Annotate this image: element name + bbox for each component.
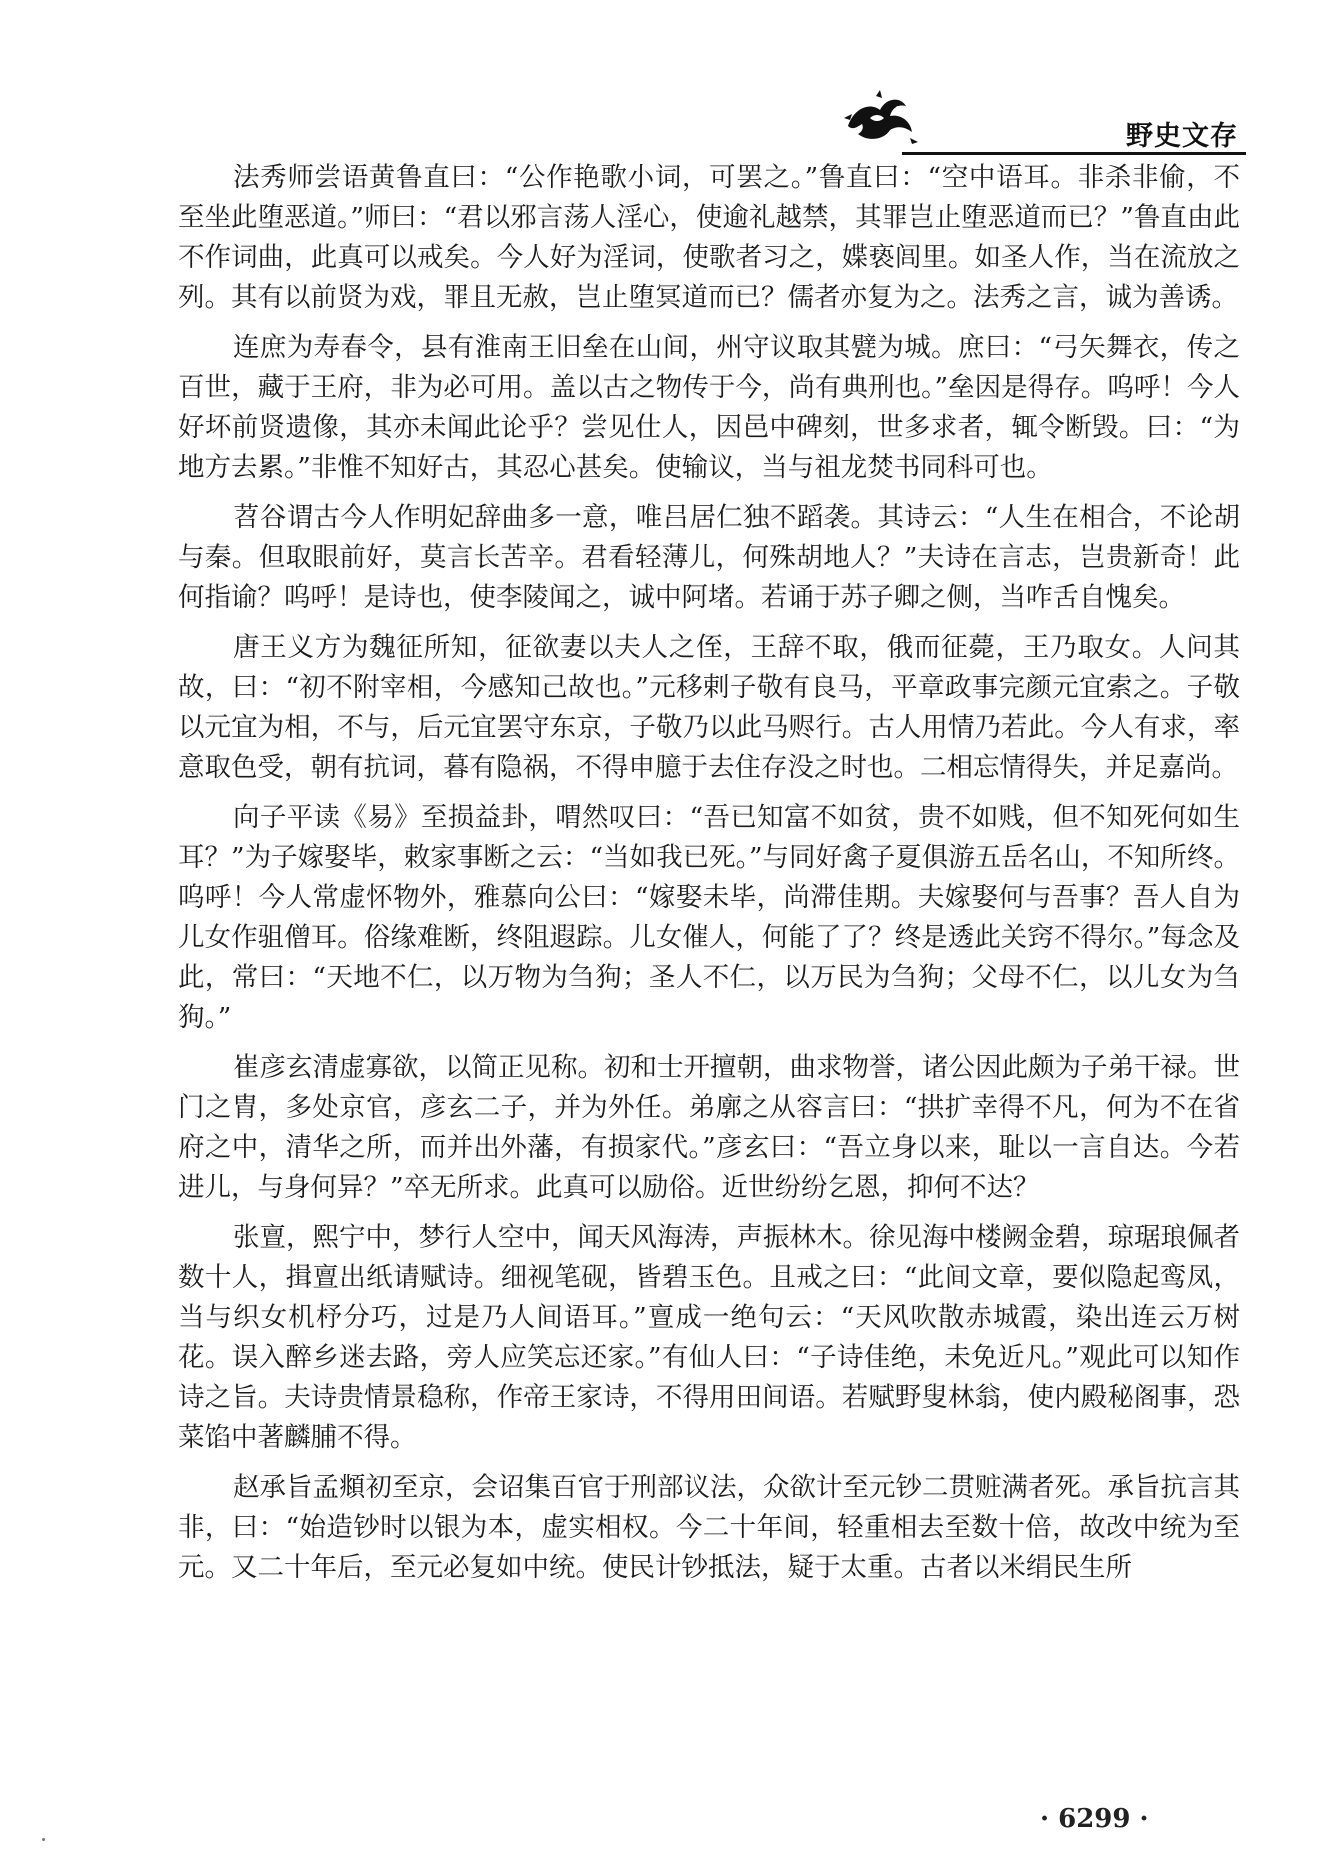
body-text	[178, 158, 1240, 1598]
paragraph: 苕谷谓古今人作明妃辞曲多一意，唯吕居仁独不蹈袭。其诗云：“人生在相合，不论胡与秦。但取眼前好，莫言长苦辛。君看轻薄儿，何殊胡地人？”夫诗在言志，岂贵新奇！此何指谕？呜呼！是诗也，使李陵闻之，诚中阿堵。若诵于苏子卿之侧，当咋舌自愧矣。	[178, 502, 1240, 613]
header-title: 野史文存	[1126, 121, 1238, 152]
dragon-logo-icon	[840, 88, 920, 148]
paragraph: 张亶，熙宁中，梦行人空中，闻天风海涛，声振林木。徐见海中楼阙金碧，琼琚琅佩者数十人，揖亶出纸请赋诗。细视笔砚，皆碧玉色。且戒之曰：“此间文章，要似隐起鸾凤，当与织女机杼分巧，过是乃人间语耳。”亶成一绝句云：“天风吹散赤城霞，染出连云万树花。误入醉乡迷去路，旁人应笑忘还家。”有仙人曰：“子诗佳绝，未免近凡。”观此可以知作诗之旨。夫诗贵情景稳称，作帝王家诗，不得用田间语。若赋野叟林翁，使内殿秘阁事，恐菜馅中著麟脯不得。	[178, 1222, 1240, 1453]
paragraph: 向子平读《易》至损益卦，喟然叹曰：“吾已知富不如贫，贵不如贱，但不知死何如生耳？”为子嫁娶毕，敕家事断之云：“当如我已死。”与同好禽子夏俱游五岳名山，不知所终。呜呼！今人常虚怀物外，雅慕向公曰：“嫁娶未毕，尚滞佳期。夫嫁娶何与吾事？吾人自为儿女作驵僧耳。俗缘难断，终阻遐踪。儿女催人，何能了了？终是透此关窍不得尔。”每念及此，常曰：“天地不仁，以万物为刍狗；圣人不仁，以万民为刍狗；父母不仁，以儿女为刍狗。”	[178, 802, 1240, 1033]
scan-speck	[42, 1838, 45, 1841]
paragraph: 唐王义方为魏征所知，征欲妻以夫人之侄，王辞不取，俄而征薨，王乃取女。人问其故，曰：“初不附宰相，今感知己故也。”元移剌子敬有良马，平章政事完颜元宜索之。子敬以元宜为相，不与，后元宜罢守东京，子敬乃以此马赆行。古人用情乃若此。今人有求，率意取色受，朝有抗词，暮有隐祸，不得申臆于去住存没之时也。二相忘情得失，并足嘉尚。	[178, 632, 1240, 783]
page-number: · 6299 ·	[1040, 1804, 1149, 1834]
running-header	[826, 82, 1246, 160]
paragraph: 连庶为寿春令，县有淮南王旧垒在山间，州守议取其甓为城。庶曰：“弓矢舞衣，传之百世，藏于王府，非为必可用。盖以古之物传于今，尚有典刑也。”垒因是得存。呜呼！今人好坏前贤遗像，其亦未闻此论乎？尝见仕人，因邑中碑刻，世多求者，辄令断毁。曰：“为地方去累。”非惟不知好古，其忍心甚矣。使输议，当与祖龙焚书同科可也。	[178, 332, 1240, 483]
paragraph: 崔彦玄清虚寡欲，以简正见称。初和士开擅朝，曲求物誉，诸公因此颇为子弟干禄。世门之胄，多处京官，彦玄二子，并为外任。弟廓之从容言曰：“拱扩幸得不凡，何为不在省府之中，清华之所，而并出外藩，有损家代。”彦玄曰：“吾立身以来，耻以一言自达。今若进儿，与身何异？”卒无所求。此真可以励俗。近世纷纷乞恩，抑何不达？	[178, 1052, 1240, 1203]
paragraph: 法秀师尝语黄鲁直曰：“公作艳歌小词，可罢之。”鲁直曰：“空中语耳。非杀非偷，不至坐此堕恶道。”师曰：“君以邪言荡人淫心，使逾礼越禁，其罪岂止堕恶道而已？”鲁直由此不作词曲，此真可以戒矣。今人好为淫词，使歌者习之，媟亵闾里。如圣人作，当在流放之列。其有以前贤为戏，罪且无赦，岂止堕冥道而已？儒者亦复为之。法秀之言，诚为善诱。	[178, 162, 1240, 313]
header-rule	[902, 152, 1246, 155]
paragraph: 赵承旨孟頫初至京，会诏集百官于刑部议法，众欲计至元钞二贯赃满者死。承旨抗言其非，曰：“始造钞时以银为本，虚实相权。今二十年间，轻重相去至数十倍，故改中统为至元。又二十年后，至元必复如中统。使民计钞抵法，疑于太重。古者以米绢民生所	[178, 1472, 1240, 1583]
